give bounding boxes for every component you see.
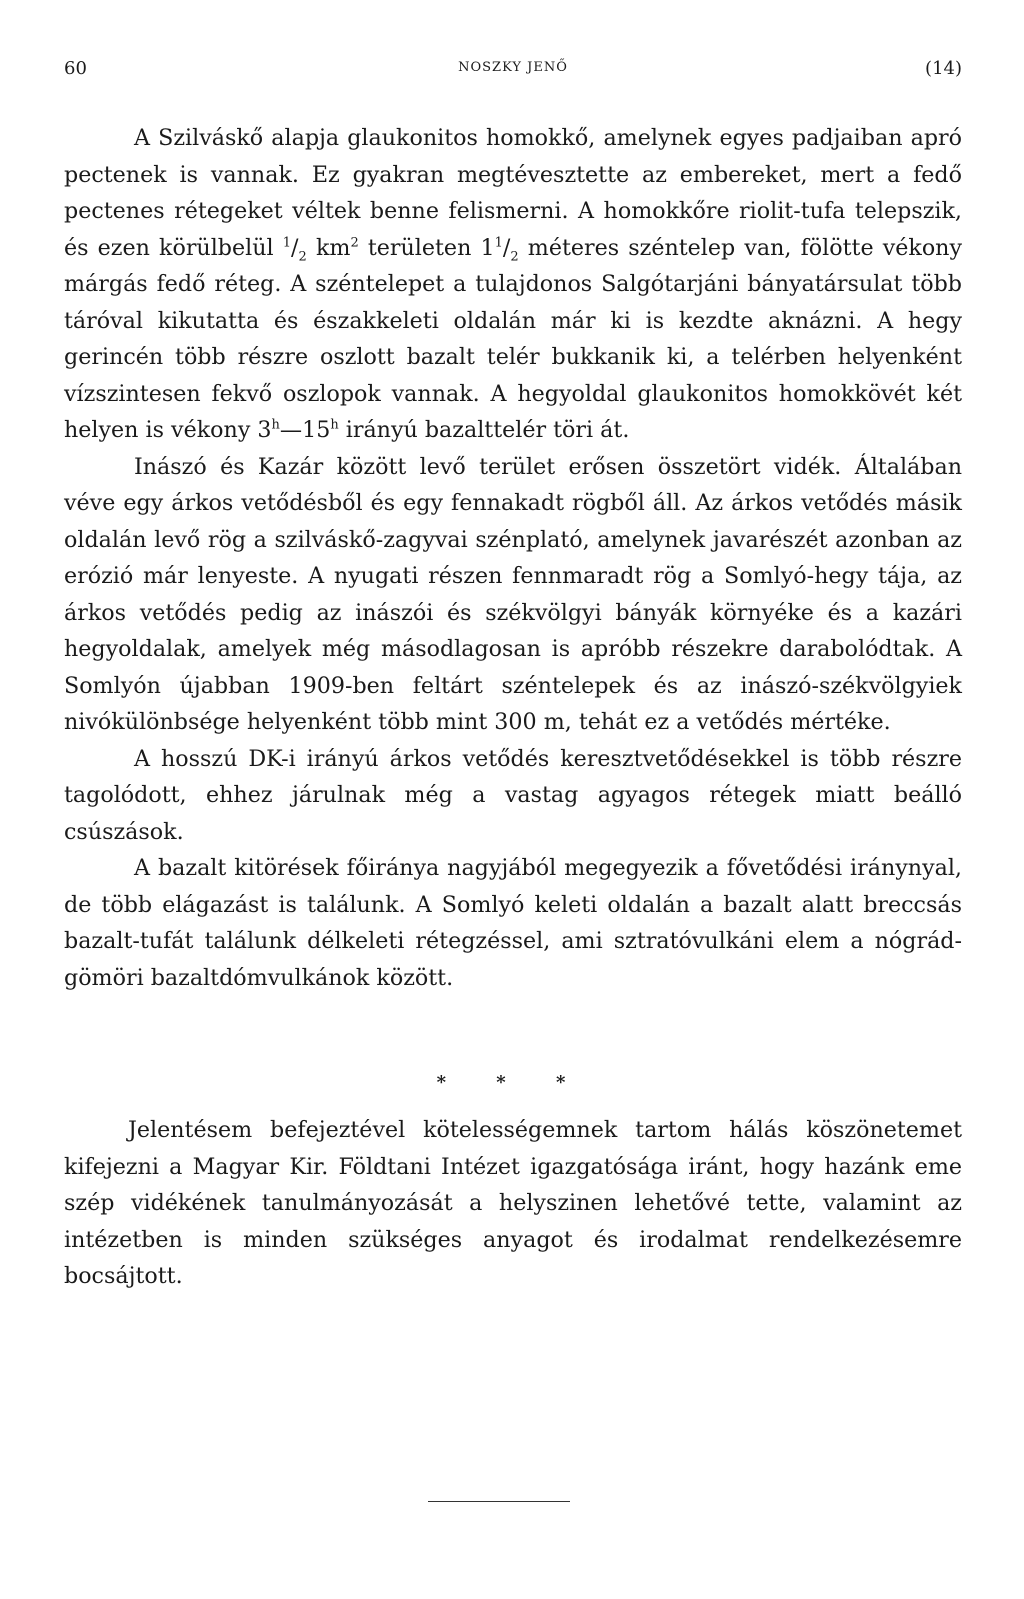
text-run: —15 xyxy=(279,417,331,443)
section-number: (14) xyxy=(925,58,962,79)
text-run: A Szilváskő alapja glaukonitos homokkő, amelynek egyes padjaiban apró pectenek is vannak. Ez gyakran megtévesztette az embereket, mert a fedő pectenes rétegeket véltek benne felismerni. A homokkőre riolit-tufa telepszik, és ezen körülbelül xyxy=(64,125,962,261)
section-separator: * * * xyxy=(436,1072,588,1093)
fraction-numerator: 1 xyxy=(494,235,503,251)
hour-superscript: h xyxy=(330,417,339,433)
paragraph-szilvasko: A Szilváskő alapja glaukonitos homokkő, amelynek egyes padjaiban apró pectenek is vannak. Ez gyakran megtévesztette az embereket, mert a fedő pectenes rétegeket véltek benne felismerni. A homokkőre riolit-tufa telepszik, és ezen körülbelül $^1/_2$ $km^2$ területen $1^1/_2$ méteres széntelep van, fölötte vékony márgás fedő réteg. A széntelepet a tulajdonos Salgótarjáni bányatársulat több táróval kikutatta és északkeleti oldalán már ki is kezdte aknázni. A hegy gerincén több részre oszlott bazalt telér bukkanik ki, a telérben helyenként vízszintesen fekvő oszlopok vannak. A hegyoldal glaukonitos homokkövét két helyen is vékony 3$^h$—15$^h$ irányú bazalttelér töri át. xyxy=(64,125,962,443)
fraction-denominator: 2 xyxy=(298,248,307,264)
main-text xyxy=(64,120,962,996)
text-run: méteres széntelep van, fölötte vékony márgás fedő réteg. A széntelepet a tulajdonos Salgótarjáni bányatársulat több táróval kikutatta és északkeleti oldalán már ki is kezdte aknázni. A hegy gerincén több részre oszlott bazalt telér bukkanik ki, a telérben helyenként vízszintesen fekvő oszlopok vannak. A hegyoldal glaukonitos homokkövét két helyen is vékony 3 xyxy=(64,234,962,443)
exponent: 2 xyxy=(350,235,359,251)
running-head-author: NOSZKY JENŐ xyxy=(458,60,568,75)
fraction-numerator: 1 xyxy=(282,235,292,251)
running-header xyxy=(64,58,962,88)
fraction-denominator: 2 xyxy=(510,248,519,264)
text-run: területen 1 xyxy=(358,234,495,261)
end-rule xyxy=(428,1501,570,1502)
paragraph-dk-vetodes: A hosszú DK-i irányú árkos vetődés keresztvetődésekkel is több részre tagolódott, ehhez járulnak még a vastag agyagos rétegek miatt beálló csúszások. xyxy=(64,745,962,845)
text-run: km xyxy=(306,234,351,261)
paragraph-bazalt: A bazalt kitörések főiránya nagyjából megegyezik a fővetődési iránynyal, de több elágazást is találunk. A Somlyó keleti oldalán a bazalt alatt breccsás bazalt-tufát találunk délkeleti rétegzéssel, ami sztratóvulkáni elem a nógrád-gömöri bazaltdómvulkánok között. xyxy=(64,855,962,991)
page-number: 60 xyxy=(64,58,87,79)
paragraph-inaszo-kazar: Inászó és Kazár között levő terület erősen összetört vidék. Általában véve egy árkos vetődésből és egy fennakadt rögből áll. Az árkos vetődés másik oldalán levő rög a szilváskő-zagyvai szénplató, amelynek javarészét azonban az erózió már lenyeste. A nyugati részen fennmaradt rög a Somlyó-hegy tája, az árkos vetődés pedig az inászói és székvölgyi bányák környéke és a kazári hegyoldalak, amelyek még másodlagosan is apróbb részekre darabolódtak. A Somlyón újabban 1909-ben feltárt széntelepek és az inászó-székvölgyiek nivókülönbsége helyenként több mint 300 m, tehát ez a vetődés mértéke. xyxy=(64,453,962,735)
acknowledgement-block xyxy=(64,1112,962,1295)
paragraph-acknowledgement: Jelentésem befejeztével kötelességemnek tartom hálás köszönetemet kifejezni a Magyar Kir. Földtani Intézet igazgatósága iránt, hogy hazánk eme szép vidékének tanulmányozását a helyszinen lehetővé tette, valamint az intézetben is minden szükséges anyagot és irodalmat rendelkezésemre bocsájtott. xyxy=(64,1117,962,1289)
text-run: irányú bazalttelér töri át. xyxy=(338,417,630,443)
hour-superscript: h xyxy=(271,417,280,433)
